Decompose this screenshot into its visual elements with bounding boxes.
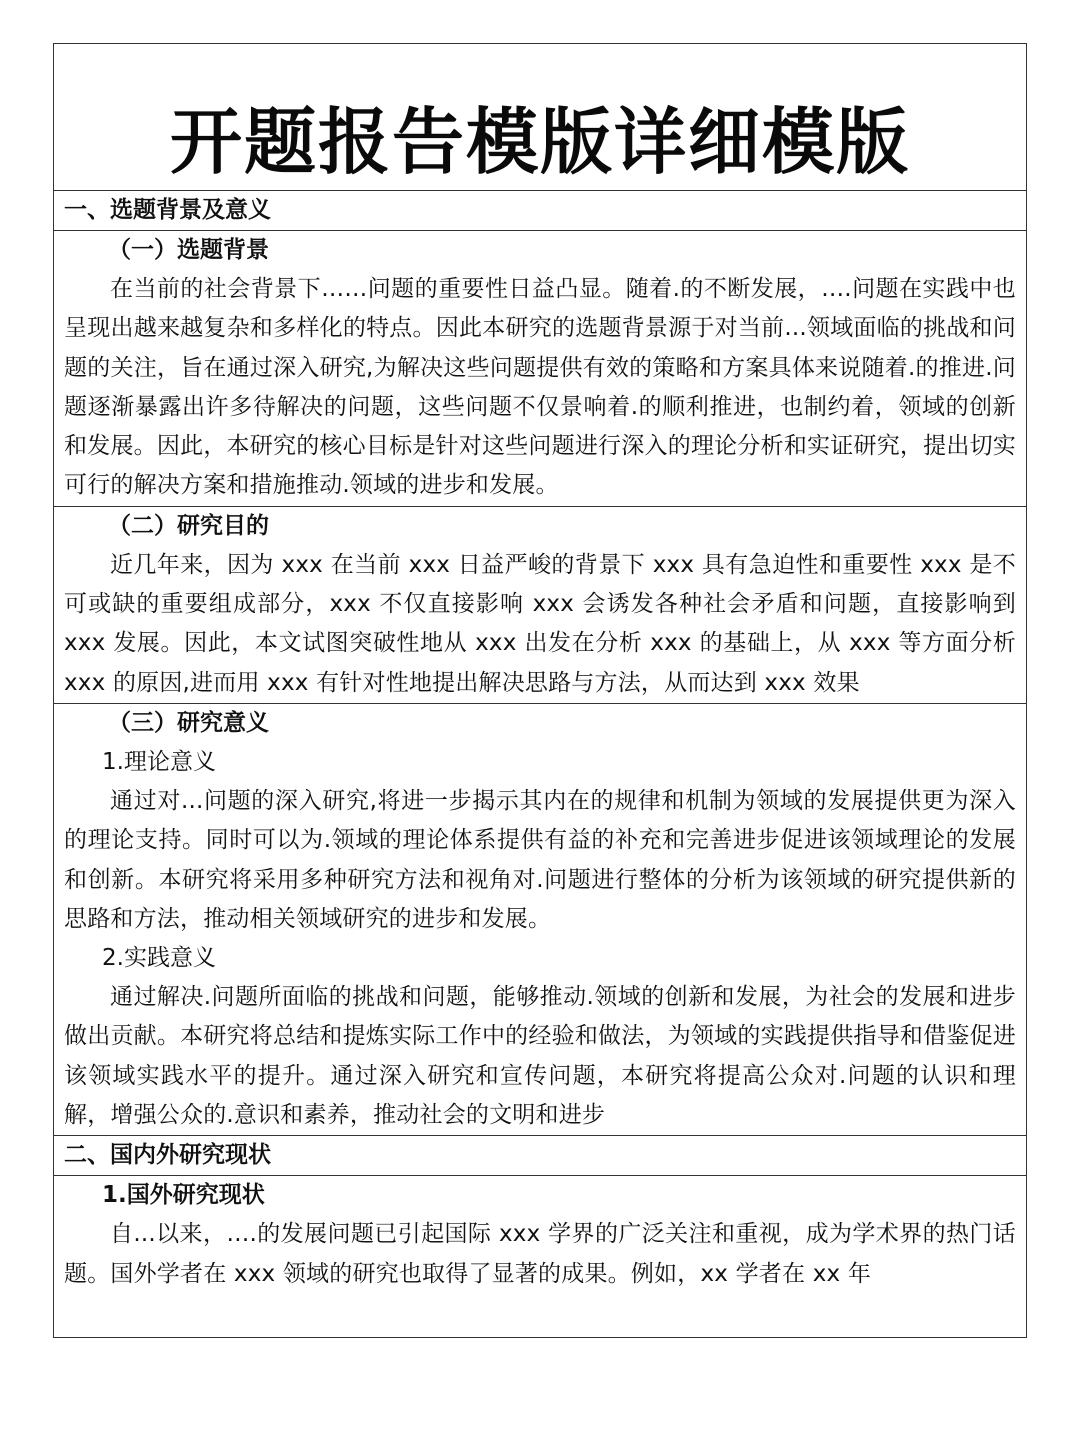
practice-label: 2.实践意义: [102, 945, 216, 972]
theory-paragraph: 通过对...问题的深入研究,将进一步揭示其内在的规律和机制为领域的发展提供更为深入的理论支持。同时可以为.领域的理论体系提供有益的补充和完善进步促进该领域理论的发展和创新。本研究将采用多种研究方法和视角对.问题进行整体的分析为该领域的研究提供新的思路和方法，推动相关领域研究的进步和发展。: [64, 787, 1016, 932]
section-heading-background-significance: 一、选题背景及意义: [54, 191, 1026, 231]
section-heading-research-status: 二、国内外研究现状: [54, 1136, 1026, 1176]
practice-paragraph: 通过解决.问题所面临的挑战和问题，能够推动.领域的创新和发展，为社会的发展和进步做出贡献。本研究将总结和提炼实际工作中的经验和做法，为领域的实践提供指导和借鉴促进该领域实践水平的提升。通过深入研究和宣传问题，本研究将提高公众对.问题的认识和理解，增强公众的.意识和素养，推动社会的文明和进步: [64, 984, 1016, 1129]
foreign-research-subheading: 1.国外研究现状: [102, 1182, 265, 1209]
proposal-table: [53, 43, 1027, 1338]
purpose-subheading: （二）研究目的: [108, 512, 269, 539]
background-subheading: （一）选题背景: [108, 237, 269, 263]
foreign-research-cell: [54, 1176, 1026, 1294]
theory-label: 1.理论意义: [102, 748, 216, 775]
purpose-paragraph: 近几年来，因为 xxx 在当前 xxx 日益严峻的背景下 xxx 具有急迫性和重要性 xxx 是不可或缺的重要组成部分，xxx 不仅直接影响 xxx 会诱发各种社会矛盾和问题，直接影响到 xxx 发展。因此，本文试图突破性地从 xxx 出发在分析 xxx 的基础上，从 xxx 等方面分析 xxx 的原因,进而用 xxx 有针对性地提出解决思路与方法，从而达到 xxx 效果: [64, 551, 1016, 696]
background-cell: [54, 231, 1026, 507]
purpose-cell: [54, 507, 1026, 704]
document-title: 开题报告模版详细模版: [169, 100, 910, 184]
significance-cell: [54, 704, 1026, 1136]
background-paragraph: 在当前的社会背景下……问题的重要性日益凸显。随着.的不断发展，….问题在实践中也呈现出越来越复杂和多样化的特点。因此本研究的选题背景源于对当前...领域面临的挑战和问题的关注，旨在通过深入研究,为解决这些问题提供有效的策略和方案具体来说随着.的推进.问题逐渐暴露出许多待解决的问题，这些问题不仅景响着.的顺利推进，也制约着，领域的创新和发展。因此，本研究的核心目标是针对这些问题进行深入的理论分析和实证研究，提出切实可行的解决方案和措施推动.领域的进步和发展。: [64, 276, 1016, 499]
title-row: [54, 44, 1026, 191]
foreign-research-paragraph: 自...以来，….的发展问题已引起国际 xxx 学界的广泛关注和重视，成为学术界的热门话题。国外学者在 xxx 领域的研究也取得了显著的成果。例如，xx 学者在 xx 年: [64, 1221, 1016, 1287]
significance-subheading: （三）研究意义: [108, 709, 269, 736]
